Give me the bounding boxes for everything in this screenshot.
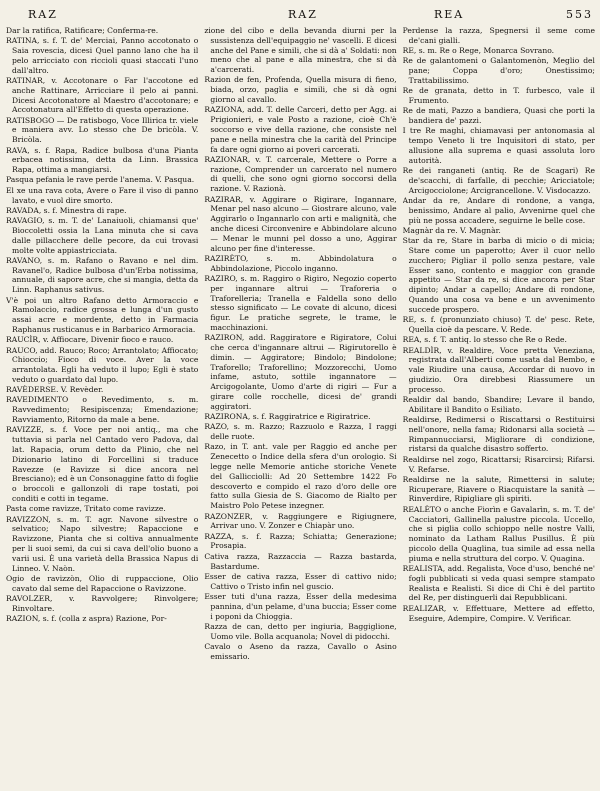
dictionary-entry: Dar la ratifica, Ratificare; Conferma-re. xyxy=(6,26,159,35)
dictionary-entry: RATISBOGO — De ratisbogo, Voce Illirica tr. viele e maniera avv. Lo stesso che De bricòla. V. Bricòla. xyxy=(6,115,199,145)
dictionary-entry: Perdense la razza, Spegnersi il seme come de'cani gialli. xyxy=(402,26,595,45)
dictionary-entry: RAZIRAR, v. Aggirare o Rigirare, Ingannare, Menar pel naso alcuno — Giostrare alcuno, vale Aggirarlo o Ingannarlo con arti e malignità, che anche dicesi Circonvenire e Abbindolare alcuno — Menar le munni pel dosso a uno, Aggirar alcuno per fine d'interesse. xyxy=(204,194,397,253)
dictionary-entry: Esser de cativa razza, Esser di cattivo nido; Cattivo o Tristo infin nel guscio. xyxy=(204,571,397,591)
dictionary-entry: RAZZA, s. f. Razza; Schiatta; Generazione; Prosapia. xyxy=(204,531,397,551)
dictionary-entry: Ogio de ravizzòn, Olio di ruppaccione, Olio cavato dal seme del Rapaccione o Ravizzone. xyxy=(6,573,199,593)
column-right xyxy=(403,26,595,786)
header-left-word: RAZ xyxy=(28,8,58,21)
dictionary-entry: RAVANO, s. m. Rafano o Ravano e nel dim. Ravanel'o, Radice bulbosa d'un'Erba notissima, annuale, di sapore acre, che si mangia, detta da Linn. Raphanus sativus. xyxy=(6,255,199,295)
dictionary-entry: RAVEDIMENTO o Revedimento, s. m. Ravvedimento; Resipiscenza; Emendazione; Ravviamento, Ritorno da male a bene. xyxy=(6,395,199,425)
dictionary-entry: RAVÈDERSE. V. Revèder. xyxy=(6,385,104,395)
dictionary-entry: RE, s. m. Re o Rege, Monarca Sovrano. xyxy=(402,46,555,56)
column-middle xyxy=(204,26,396,786)
dictionary-entry: RAZIRO, s. m. Raggiro o Rigiro, Negozio coperto per ingannare altrui — Traforeria o Traforelleria; Tranella e Faldella sono dello stesso significato — Le covate di alcuno, dicesi figur. Le pratiche segrete, le trame, le macchinazioni. xyxy=(204,273,397,332)
dictionary-entry: RAZONZER, v. Raggiungere e Rigiugnere, Arrivar uno. V. Zonzer e Chiapàr uno. xyxy=(204,511,397,531)
dictionary-entry: REALDÌR, v. Realdire, Voce pretta Veneziana, registrata dall'Alberti come usata dal Bembo, e vale Riudire una causa, Accordar di nuovo in giudizio. Ora direbbesi Riassumere un processo. xyxy=(402,345,595,394)
dictionary-entry: RAVIZZE, s. f. Voce per noi antiq., ma che tuttavia si parla nel Cantado vero Padova, dal lat. Rapacia, orum detto da Plinio, che nel Dizionario latino di Forcellini si traduce Ravezze (e Ravizze si dice ancora nel Bresciano); ed è un Consonaggine fatto di foglie o broccoli e gallonzoli di rape tostati, poi conditi e cotti in tegame. xyxy=(6,425,199,503)
dictionary-entry: RAVADA, s. f. Minestra di rape. xyxy=(6,205,127,215)
dictionary-entry: REALIZAR, v. Effettuare, Mettere ad effetto, Eseguire, Adempire, Compire. V. Verificar. xyxy=(402,603,595,623)
dictionary-entry: V'è poi un altro Rafano detto Armoraccio e Ramolaccio, radice grossa e lunga d'un gusto assai acre e mordente, detto in Farmacia Raphanus rusticanus e in Barbarico Armoracia. xyxy=(6,295,199,334)
dictionary-entry: Cavalo o Aseno da razza, Cavallo o Asino emissario. xyxy=(204,641,397,661)
dictionary-entry: RATINAR, v. Accotonare o Far l'accotone ed anche Rattinare, Arricciare il pelo ai panni. Dicesi Accotonatore al Maestro d'accotonare; e Accotonatura all'Effetto di questa operazione. xyxy=(6,75,199,115)
dictionary-entry: Re de granata, detto in T. furbesco, vale il Frumento. xyxy=(402,86,595,106)
dictionary-entry: zione del cibo e della bevanda diurni per la sussistenza dell'equipaggio ne' vascelli. E dicesi anche del Pane e simili, che si dà a' Soldati: non meno che al pane e alla minestra, che si dà a'carcerati. xyxy=(204,26,397,75)
dictionary-entry: RAUCO, add. Rauco; Roco; Arrantolato; Affiocato; Chioccio; Fioco di voce. Aver la voce arrantolata. Egli ha veduto il lupo; Egli è stato veduto o guardato dal lupo. xyxy=(6,345,199,384)
header-center-word: RAZ xyxy=(288,8,318,21)
dictionary-entry: Re dei ranganeti (antiq. Re de Scagari) Re de'scacchi, di farfalle, di pecchie; Aricciatole; Arcigocciolone; Arcigrancellone. V. Visdocazzo. xyxy=(402,166,595,195)
dictionary-entry: RAZIONA, add. T. delle Carceri, detto per Agg. ai Prigionieri, e vale Posto a razione, cioè Ch'è soccorso e vive della razione, che consiste nel pane e nella minestra che la carità del Principe fa dare ogni giorno ai poveri carcerati. xyxy=(204,105,397,154)
dictionary-entry: Realdirse nel zogo, Ricattarsi; Risarcirsi; Rifarsi. V. Refarse. xyxy=(402,454,595,474)
dictionary-entry: RAZIRÈTO, s. m. Abbindolatura o Abbindolazione, Piccolo inganno. xyxy=(204,253,397,273)
columns xyxy=(6,26,595,786)
dictionary-entry: RAVOLZER, v. Ravvolgere; Rinvolgere; Rinvoltare. xyxy=(6,593,199,613)
dictionary-entry: Andar da re, Andare di rondone, a vanga, benissimo, Andare al palio, Avvenirne quel che più ne possa accadere, seguirne le belle cose. xyxy=(402,196,595,225)
page-header xyxy=(6,6,595,22)
dictionary-entry: RAZIONAR, v. T. carcerale, Mettere o Porre a razione, Comprender un carcerato nel numero di quelli, che sono ogni giorno soccorsi della razione. V. Razionà. xyxy=(204,154,397,194)
dictionary-entry: RAZION, s. f. (colla z aspra) Razione, Por- xyxy=(6,614,167,624)
dictionary-entry: Cativa razza, Razzaccia — Razza bastarda, Bastardume. xyxy=(204,551,397,571)
dictionary-entry: Esser tuti d'una razza, Esser della medesima pannina, d'un pelame, d'una buccia; Esser come i poponi da Chioggia. xyxy=(204,591,397,621)
page-number: 553 xyxy=(566,8,593,21)
dictionary-entry: Realdirse ne la salute, Rimettersi in salute; Ricuperare, Riavere o Riacquistare la sanità — Rinverdire, Ripigliare gli spiriti. xyxy=(402,474,595,504)
column-left xyxy=(6,26,198,786)
dictionary-entry: Star da re, Stare in barba di micio o di micia; Stare come un paperotto; Aver il cuor nello zucchero; Pigliar il pollo senza pestare, vale Esser sano, contento e maggior con grande appetito — Star da re, si dice ancora per Star dipinto; Andar a capello; Andare di rondone, Quando una cosa va bene e un avvenimento succede prospero. xyxy=(402,236,595,314)
dictionary-entry: RAZIRON, add. Raggiratore e Rigiratore, Colui che cerca d'ingannare altrui — Rigirutorello è dimin. — Aggiratore; Bindolo; Bindolone; Traforello; Traforellino; Mozzorecchi, Uomo infame, astuto, sottile ingannatore — Arcigogolante, Uomo d'arte di rigiri — Fur a girare colle rocchelle, dicesi de' grandi aggiratori. xyxy=(204,333,397,411)
dictionary-entry: RAUCÌR, v. Affiocare, Divenir fioco e rauco. xyxy=(6,335,174,345)
dictionary-entry: Razion de fen, Profenda, Quella misura di fieno, biada, orzo, paglia e simili, che si dà ogni giorno al cavallo. xyxy=(204,75,397,105)
dictionary-entry: REALISTA, add. Regalista, Voce d'uso, benché ne' fogli pubblicati si veda quasi sempre stampato Realista e Realisti. Si dice di Chi è del partito del Re, per distinguerli dai Repubblicani. xyxy=(402,564,595,603)
dictionary-entry: Razza de can, detto per ingiuria, Baggiglione, Uomo vile. Bolla acquanola; Novel di pidocchi. xyxy=(204,621,397,641)
dictionary-entry: Re de mati, Pazzo a bandiera, Quasi che porti la bandiera de' pazzi. xyxy=(402,106,595,126)
dictionary-entry: Razo, in T. ant. vale per Raggio ed anche per Zenecetto o Indice della sfera d'un orologio. Si legge nelle Memorie antiche storiche Venete del Gallicciolli: Ad 20 Settembre 1422 Fo descoverto e compido el razo d'oro delle ore fatto sulla Giesia de S. Giacomo de Rialto per Maistro Polo Petese inzegner. xyxy=(204,442,397,511)
dictionary-entry: RAVIZZON, s. m. T. agr. Navone silvestre o selvatico; Napo silvestre; Rapaccione e Ravizzone, Pianta che si coltiva annualmente per li suoi semi, da cui si cava dell'olio buono a varii usi. È una varietà della Brassica Napus di Linneo. V. Naòn. xyxy=(6,514,199,573)
dictionary-entry: REA, s. f. T. antiq. lo stesso che Re o Rede. xyxy=(402,335,567,345)
dictionary-entry: RAZO, s. m. Razzo; Razzuolo e Razza, I raggi delle ruote. xyxy=(204,422,397,442)
dictionary-entry: REALÈTO o anche Fiorìn e Gavalarìn, s. m. T. de' Cacciatori, Gallinella palustre piccola. Uccello, che si piglia collo schioppo nelle nostre Valli, nominato da Latham Rallus Pusillus. È più piccolo della Quaglina, tua simile ad essa nella piuma e nella struttura del corpo. V. Quagina. xyxy=(402,504,595,563)
header-right-word: REA xyxy=(434,8,465,21)
dictionary-entry: RE, s. f. (pronunziato chiuso) T. de' pesc. Rete, Quella cioè da pescare. V. Rede. xyxy=(402,315,595,334)
dictionary-entry: Re de galantomeni o Galantomenòn, Meglio del pane; Coppa d'oro; Onestissimo; Trattabilissimo. xyxy=(402,56,595,85)
dictionary-entry: El xe una rava cota, Avere o Fare il viso di panno lavato, e vuol dire smorto. xyxy=(6,185,199,205)
dictionary-entry: Pasta come ravizze, Tritato come ravizze. xyxy=(6,504,166,514)
dictionary-entry: Magnàr da re. V. Magnàr. xyxy=(402,225,501,235)
dictionary-entry: Realdirse, Redimersi o Riscattarsi o Restituirsi nell'onore, nella fama; Ridonarsi alla società — Rimpannucciarsi, Migliorare di condizione, ristarsi da qualche disastro sofferto. xyxy=(402,415,595,454)
dictionary-entry: I tre Re maghi, chiamavasi per antonomasia al tempo Veneto li tre Inquisitori di stato, per allusione alla suprema e quasi assoluta loro autorità. xyxy=(402,126,595,165)
dictionary-entry: Realdir dal bando, Sbandire; Levare il bando, Abilitare il Bandito o Esiliato. xyxy=(402,394,595,414)
dictionary-entry: Pasqua pefania le rave perde l'anema. V. Pasqua. xyxy=(6,175,195,185)
dictionary-entry: RAZIRONA, s. f. Raggiratrice e Rigiratrice. xyxy=(204,412,371,422)
dictionary-entry: RATINA, s. f. T. de' Merciai, Panno accotonato o Saia rovescia, dicesi Quel panno lano che ha il pelo arricciato con riccioli quasi staccati l'uno dall'altro. xyxy=(6,36,199,75)
dictionary-entry: RAVA, s. f. Rapa, Radice bulbosa d'una Pianta erbacea notissima, detta da Linn. Brassica Rapa, ottima a mangiarsi. xyxy=(6,145,199,175)
dictionary-entry: RAVAGIO, s. m. T. de' Lanaiuoli, chiamansi que' Bioccoletti ossia la Lana minuta che si cava dalle pillacchere delle pecore, da cui trovasi molte volte appiastricciata. xyxy=(6,216,199,255)
